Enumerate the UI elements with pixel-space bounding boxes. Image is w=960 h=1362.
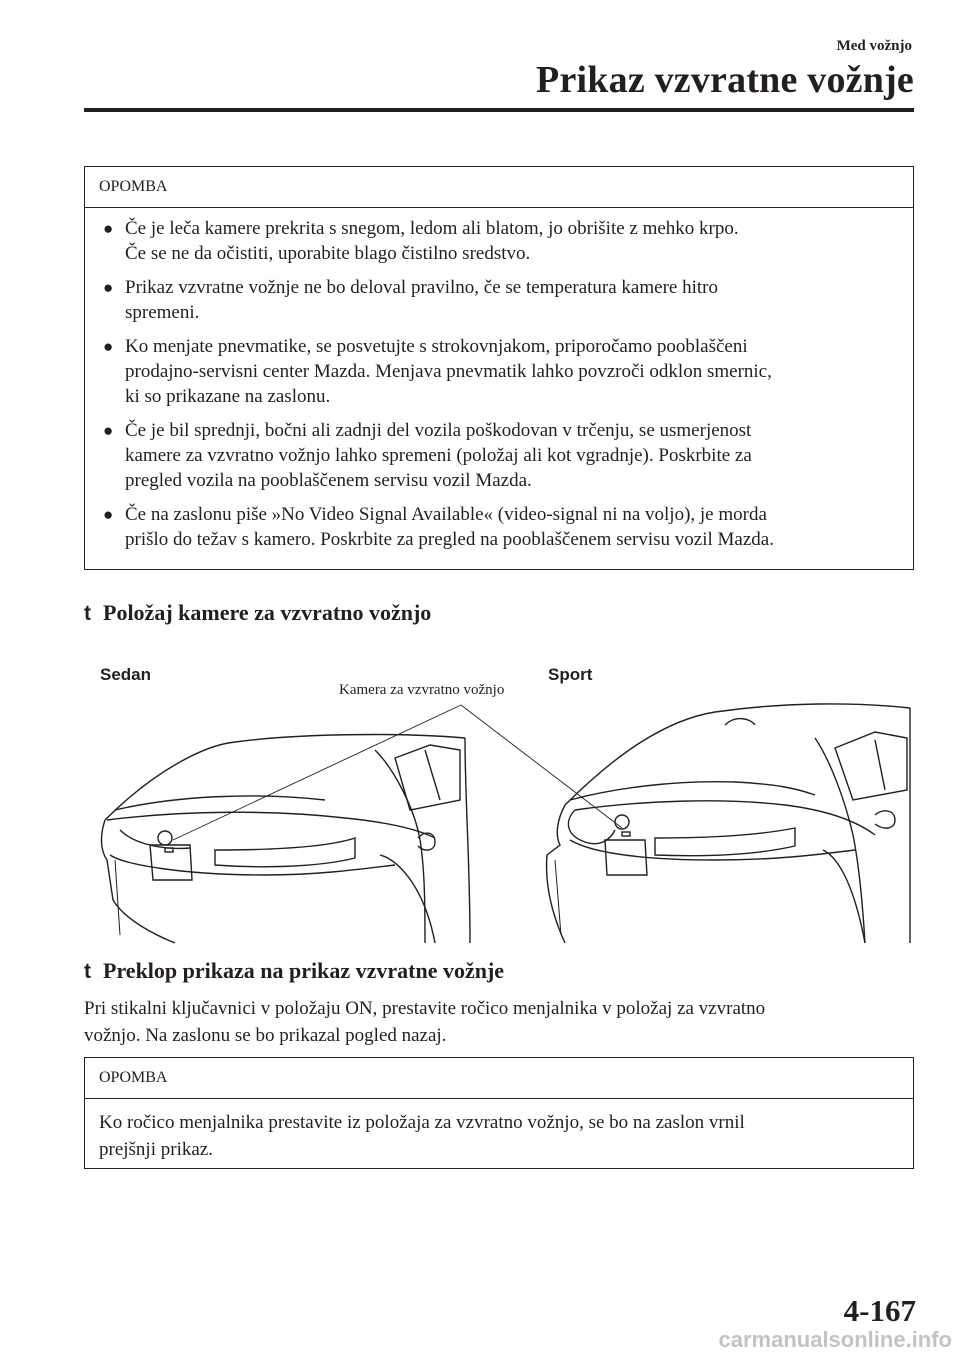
body-line: vožnjo. Na zaslonu se bo prikazal pogled nazaj. — [84, 1025, 447, 1046]
page-number: 4-167 — [843, 1293, 916, 1328]
note-item — [99, 216, 903, 266]
note-item — [99, 502, 903, 552]
section-title: Preklop prikaza na prikaz vzvratne vožnje — [103, 958, 505, 983]
page-title: Prikaz vzvratne vožnje — [536, 59, 914, 101]
note-item-line: Ko menjate pnevmatike, se posvetujte s strokovnjakom, priporočamo pooblaščeni — [125, 336, 748, 357]
bullet-icon: ● — [103, 278, 114, 297]
sedan-car-icon — [101, 735, 470, 943]
body-line: Pri stikalni ključavnici v položaju ON, prestavite ročico menjalnika v položaj za vzvratno — [84, 998, 766, 1019]
car-illustration — [95, 660, 915, 945]
note-item-line: ki so prikazane na zaslonu. — [125, 386, 331, 407]
figure-callout: Kamera za vzvratno vožnjo — [339, 682, 505, 698]
callout-leader-line — [173, 705, 461, 840]
section-marker: t — [84, 602, 91, 625]
figure-label-sport: Sport — [548, 665, 593, 684]
section-heading-switch-display — [84, 958, 504, 984]
note-item-line: kamere za vzvratno vožnjo lahko spremeni (položaj ali kot vgradnje). Poskrbite za — [125, 445, 752, 466]
sport-car-icon — [547, 704, 910, 943]
figure-label-sedan: Sedan — [100, 665, 152, 684]
note-heading: OPOMBA — [85, 1058, 913, 1099]
note-item-line: Če se ne da očistiti, uporabite blago čistilno sredstvo. — [125, 243, 531, 264]
bullet-icon: ● — [103, 505, 114, 524]
note-item-line: Če je leča kamere prekrita s snegom, ledom ali blatom, jo obrišite z mehko krpo. — [125, 218, 739, 239]
section-heading-camera-position — [84, 600, 431, 626]
note-item — [99, 275, 903, 325]
callout-leader-line — [461, 705, 622, 828]
watermark: carmanualsonline.info — [718, 1327, 952, 1352]
note-heading: OPOMBA — [85, 167, 913, 208]
note-item — [99, 418, 903, 493]
note-text — [85, 1099, 913, 1175]
note-box-1 — [84, 166, 914, 570]
note-item-line: Prikaz vzvratne vožnje ne bo deloval pravilno, če se temperatura kamere hitro — [125, 277, 718, 298]
note-box-2 — [84, 1057, 914, 1169]
section-title: Položaj kamere za vzvratno vožnjo — [103, 600, 432, 625]
note-item-line: Če je bil sprednji, bočni ali zadnji del vozila poškodovan v trčenju, se usmerjenost — [125, 420, 752, 441]
note-item-line: pregled vozila na pooblaščenem servisu vozil Mazda. — [125, 470, 532, 491]
note-item-line: prišlo do težav s kamero. Poskrbite za pregled na pooblaščenem servisu vozil Mazda. — [125, 529, 774, 550]
note-item — [99, 334, 903, 409]
camera-figure — [95, 660, 915, 945]
section-label: Med vožnjo — [836, 38, 912, 54]
bullet-icon: ● — [103, 219, 114, 238]
bullet-icon: ● — [103, 421, 114, 440]
note-line: Ko ročico menjalnika prestavite iz položaja za vzvratno vožnjo, se bo na zaslon vrnil — [99, 1112, 745, 1133]
section-marker: t — [84, 960, 91, 983]
bullet-icon: ● — [103, 337, 114, 356]
body-paragraph — [84, 995, 916, 1049]
note-item-line: prodajno-servisni center Mazda. Menjava pnevmatik lahko povzroči odklon smernic, — [125, 361, 772, 382]
title-rule — [84, 108, 914, 112]
note-list — [85, 208, 913, 567]
note-item-line: Če na zaslonu piše »No Video Signal Available« (video-signal ni na voljo), je morda — [125, 504, 767, 525]
note-item-line: spremeni. — [125, 302, 200, 323]
note-line: prejšnji prikaz. — [99, 1139, 213, 1160]
